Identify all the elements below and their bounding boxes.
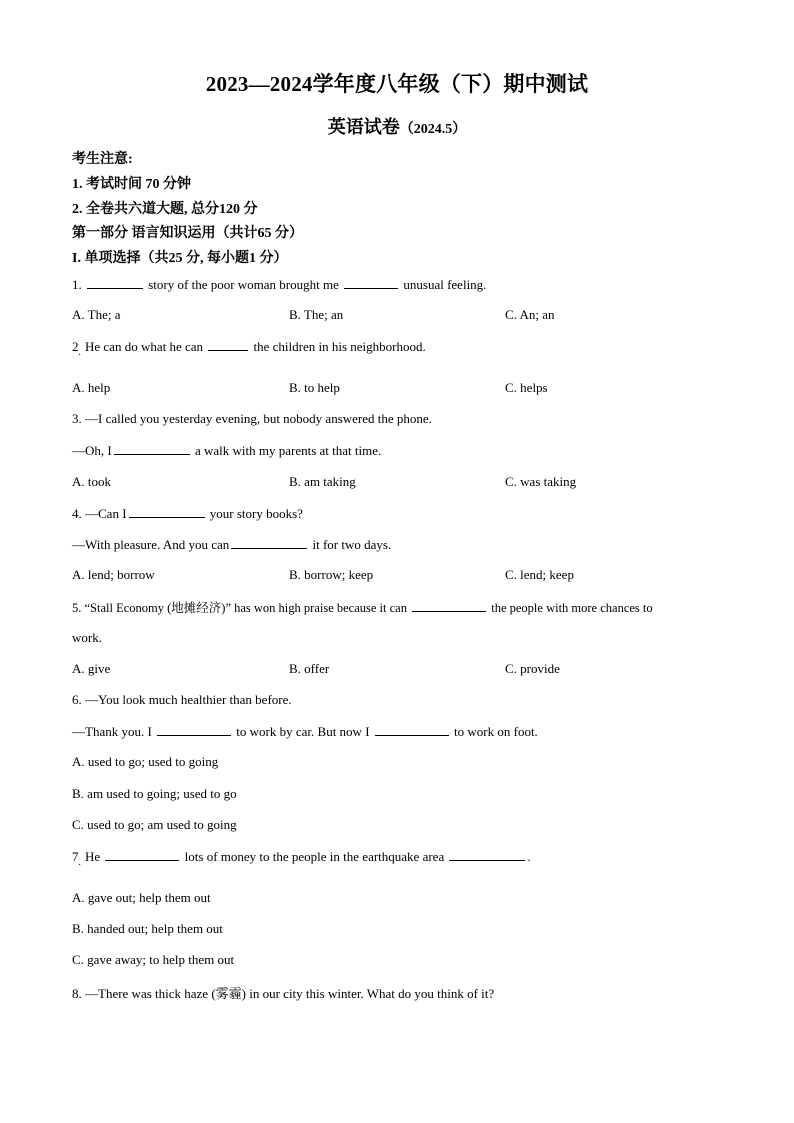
question-text: —Oh, I bbox=[72, 443, 112, 458]
question-text: the children in his neighborhood. bbox=[250, 339, 426, 354]
question-text: to work on foot. bbox=[450, 724, 538, 739]
question-7 bbox=[72, 848, 531, 865]
option-c: C. gave away; to help them out bbox=[72, 952, 235, 967]
option-c: C. used to go; am used to going bbox=[72, 817, 237, 832]
question-text: it for two days. bbox=[309, 537, 392, 552]
question-5-line-2 bbox=[72, 630, 102, 646]
answer-blank bbox=[157, 723, 231, 736]
number-dot: · bbox=[78, 860, 82, 871]
question-text: lots of money to the people in the earthquake area bbox=[181, 849, 448, 864]
answer-blank bbox=[449, 848, 525, 861]
question-text: —I called you yesterday evening, but nobody answered the phone. bbox=[85, 411, 432, 426]
option-a: A. help bbox=[72, 380, 111, 395]
question-number: 5. bbox=[72, 601, 82, 615]
question-number: 6. bbox=[72, 692, 82, 707]
question-text: story of the poor woman brought me bbox=[145, 277, 343, 292]
question-3-line-2 bbox=[72, 442, 381, 459]
option-c: C. An; an bbox=[505, 307, 555, 322]
answer-blank bbox=[129, 505, 205, 518]
exam-title: 2023—2024学年度八年级（下）期中测试 bbox=[205, 72, 589, 96]
part-title: 第一部分 语言知识运用（共计65 分） bbox=[72, 226, 303, 241]
question-5 bbox=[72, 598, 653, 616]
answer-blank bbox=[344, 276, 398, 289]
question-text: —With pleasure. And you can bbox=[72, 537, 230, 552]
question-text: He bbox=[85, 849, 104, 864]
question-6-line-2 bbox=[72, 723, 538, 740]
question-4 bbox=[72, 505, 303, 522]
subtitle-text: 英语试卷 bbox=[327, 117, 400, 137]
answer-blank bbox=[412, 599, 486, 612]
question-1 bbox=[72, 276, 486, 293]
option-b: B. The; an bbox=[289, 307, 344, 322]
option-a: A. used to go; used to going bbox=[72, 754, 219, 769]
option-a: A. lend; borrow bbox=[72, 567, 155, 582]
option-c: C. provide bbox=[505, 661, 560, 676]
question-4-line-2 bbox=[72, 536, 391, 553]
question-text: a walk with my parents at that time. bbox=[191, 443, 382, 458]
option-b: B. am taking bbox=[289, 474, 356, 489]
question-number: 1. bbox=[72, 277, 82, 292]
answer-blank bbox=[114, 442, 190, 455]
option-b: B. am used to going; used to go bbox=[72, 786, 237, 801]
question-text: . bbox=[527, 849, 531, 864]
question-2 bbox=[72, 338, 426, 355]
option-a: A. gave out; help them out bbox=[72, 890, 211, 905]
question-text: —Can I bbox=[85, 506, 127, 521]
option-a: A. took bbox=[72, 474, 111, 489]
question-8 bbox=[72, 983, 494, 1002]
question-text: to work by car. But now I bbox=[233, 724, 373, 739]
option-c: C. helps bbox=[505, 380, 548, 395]
question-6 bbox=[72, 692, 292, 708]
question-number: 8. bbox=[72, 986, 82, 1001]
option-b: B. handed out; help them out bbox=[72, 921, 223, 936]
question-text: —Thank you. I bbox=[72, 724, 156, 739]
question-text: —You look much healthier than before. bbox=[85, 692, 292, 707]
note-1: 1. 考试时间 70 分钟 bbox=[72, 177, 191, 192]
answer-blank bbox=[208, 338, 248, 351]
option-a: A. give bbox=[72, 661, 111, 676]
option-b: B. offer bbox=[289, 661, 330, 676]
question-number: 2 bbox=[72, 339, 79, 354]
note-2: 2. 全卷共六道大题, 总分120 分 bbox=[72, 202, 258, 217]
option-b: B. borrow; keep bbox=[289, 567, 374, 582]
answer-blank bbox=[375, 723, 449, 736]
question-text: He can do what he can bbox=[85, 339, 207, 354]
answer-blank bbox=[105, 848, 179, 861]
question-number: 4. bbox=[72, 506, 82, 521]
option-b: B. to help bbox=[289, 380, 340, 395]
answer-blank bbox=[231, 536, 307, 549]
number-dot: · bbox=[78, 350, 82, 361]
question-text: —There was thick haze (雾霾) in our city this winter. What do you think of it? bbox=[85, 986, 495, 1001]
question-text: work. bbox=[72, 630, 102, 645]
question-text: unusual feeling. bbox=[400, 277, 487, 292]
question-number: 3. bbox=[72, 411, 82, 426]
section-title: I. 单项选择（共25 分, 每小题1 分） bbox=[72, 251, 288, 266]
question-text: “Stall Economy (地摊经济)” has won high praise because it can bbox=[84, 601, 411, 615]
answer-blank bbox=[87, 276, 143, 289]
option-c: C. lend; keep bbox=[505, 567, 574, 582]
question-text: the people with more chances to bbox=[488, 601, 653, 615]
question-3 bbox=[72, 411, 432, 427]
notes-heading: 考生注意: bbox=[72, 152, 133, 167]
subtitle-date: （2024.5） bbox=[399, 122, 467, 137]
question-text: your story books? bbox=[206, 506, 303, 521]
option-a: A. The; a bbox=[72, 307, 121, 322]
option-c: C. was taking bbox=[505, 474, 577, 489]
exam-subtitle bbox=[0, 113, 794, 139]
question-number: 7 bbox=[72, 849, 79, 864]
